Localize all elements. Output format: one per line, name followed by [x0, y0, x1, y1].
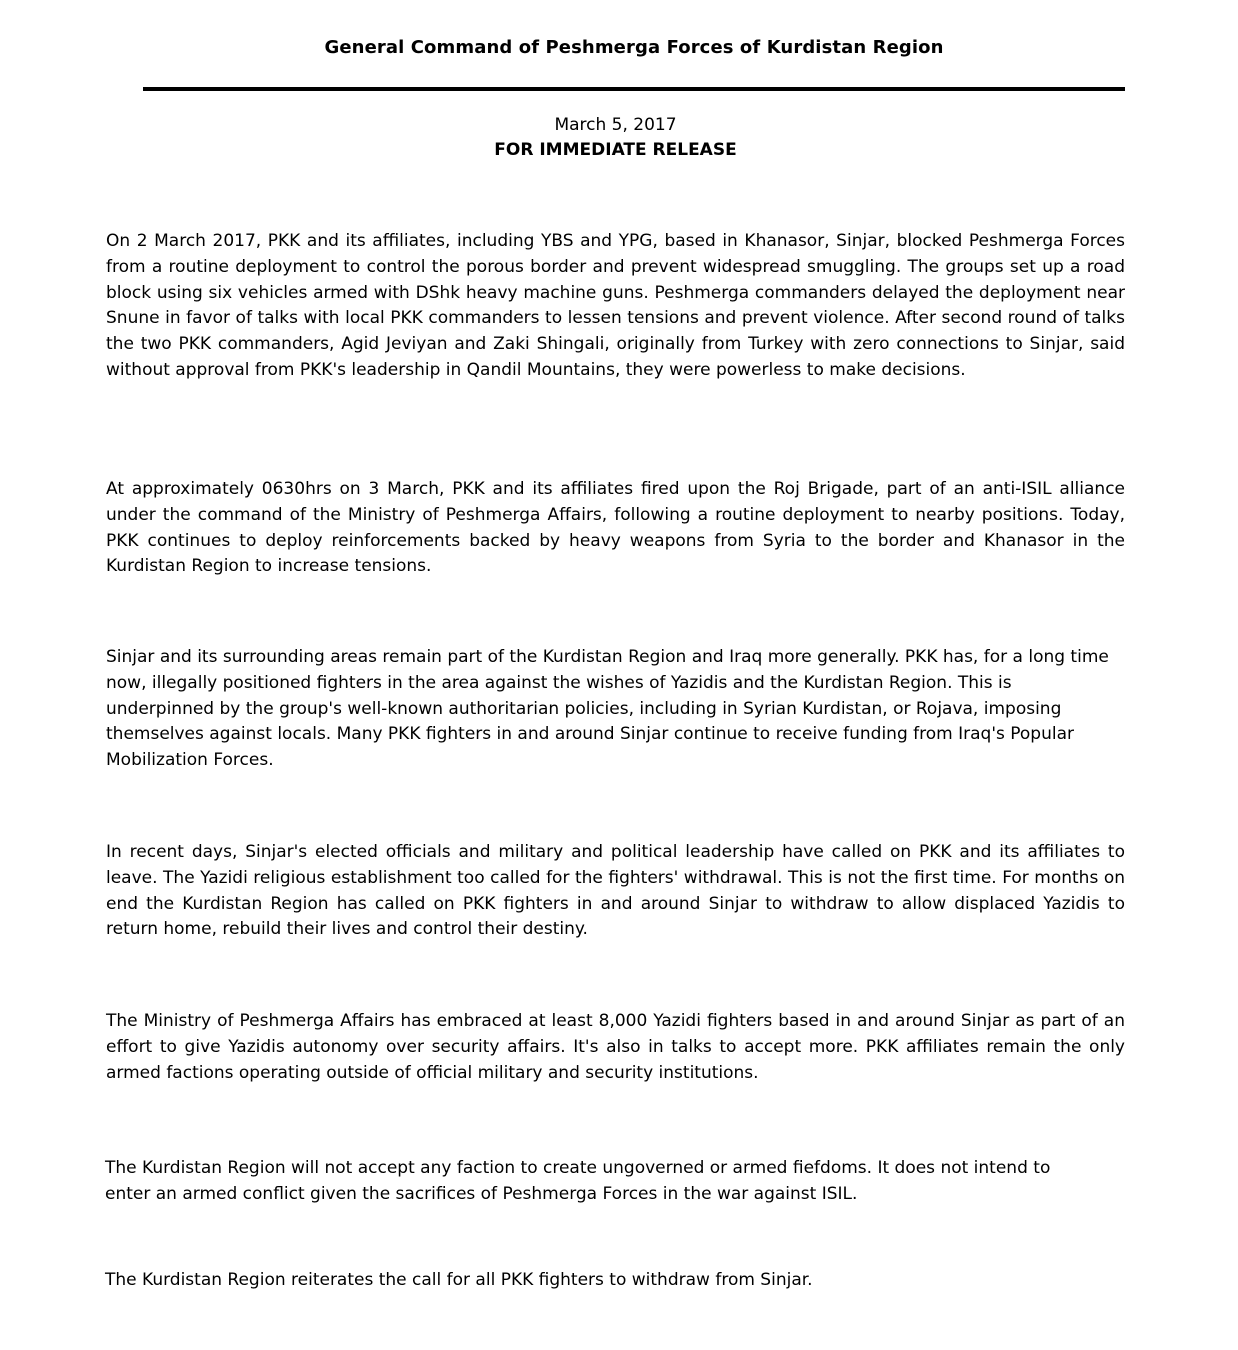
body-paragraph: In recent days, Sinjar's elected officials and military and political leadership have called on PKK and its affiliates to leave. The Yazidi religious establishment too called for the fighters' withdrawal. This is not the first time. For months on end the Kurdistan Region has called on PKK fighters in and around Sinjar to withdraw to allow displaced Yazidis to return home, rebuild their lives and control their destiny. [106, 842, 1125, 940]
body-paragraph: The Ministry of Peshmerga Affairs has embraced at least 8,000 Yazidi fighters based in and around Sinjar as part of an effort to give Yazidis autonomy over security affairs. It's also in talks to accept more. PKK affiliates remain the only armed factions operating outside of official military and security institutions. [106, 1011, 1125, 1083]
release-date: March 5, 2017 [554, 115, 677, 135]
body-paragraph: At approximately 0630hrs on 3 March, PKK and its affiliates fired upon the Roj Brigade, part of an anti-ISIL alliance under the command of the Ministry of Peshmerga Affairs, following a routine deployment to nearby positions. Today, PKK continues to deploy reinforcements backed by heavy weapons from Syria to the border and Khanasor in the Kurdistan Region to increase tensions. [106, 479, 1125, 577]
body-paragraph: On 2 March 2017, PKK and its affiliates, including YBS and YPG, based in Khanasor, Sinjar, blocked Peshmerga Forces from a routine deployment to control the porous border and prevent widespread smuggling. The groups set up a road block using six vehicles armed with DShk heavy machine guns. Peshmerga commanders delayed the deployment near Snune in favor of talks with local PKK commanders to lessen tensions and prevent violence. After second round of talks the two PKK commanders, Agid Jeviyan and Zaki Shingali, originally from Turkey with zero connections to Sinjar, said without approval from PKK's leadership in Qandil Mountains, they were powerless to make decisions. [106, 231, 1125, 380]
release-label: FOR IMMEDIATE RELEASE [494, 140, 737, 160]
document-header-title: General Command of Peshmerga Forces of Kurdistan Region [324, 37, 944, 58]
body-paragraph: The Kurdistan Region reiterates the call for all PKK fighters to withdraw from Sinjar. [105, 1270, 813, 1290]
header-divider [143, 87, 1125, 91]
body-paragraph: The Kurdistan Region will not accept any faction to create ungoverned or armed fiefdoms. It does not intend to enter an armed conflict given the sacrifices of Peshmerga Forces in the war against ISIL. [105, 1158, 1051, 1204]
body-paragraph: Sinjar and its surrounding areas remain part of the Kurdistan Region and Iraq more generally. PKK has, for a long time now, illegally positioned fighters in the area against the wishes of Yazidis and the Kurdistan Region. This is underpinned by the group's well-known authoritarian policies, including in Syrian Kurdistan, or Rojava, imposing themselves against locals. Many PKK fighters in and around Sinjar continue to receive funding from Iraq's Popular Mobilization Forces. [106, 647, 1109, 771]
